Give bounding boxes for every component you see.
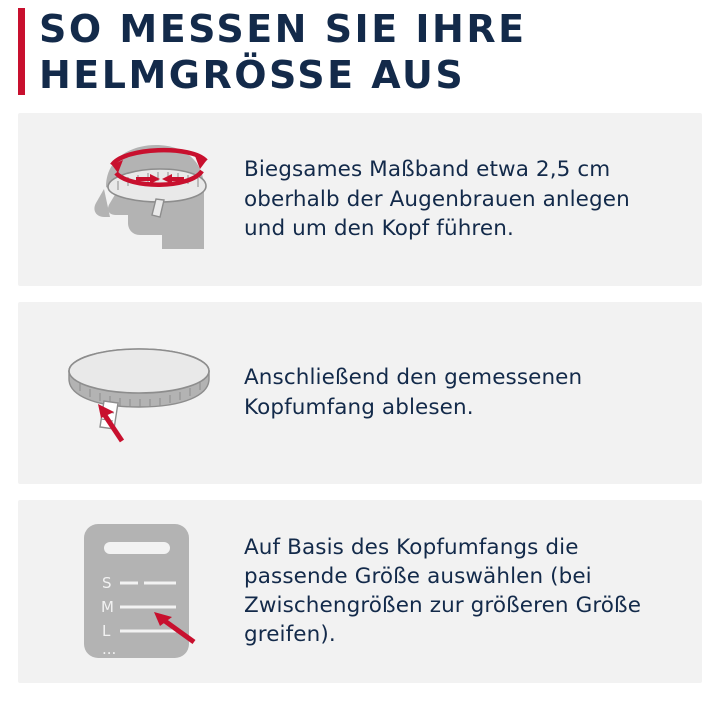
header-accent-bar (18, 8, 25, 95)
size-more-label: ... (102, 640, 117, 659)
measuring-tape-loop-icon (34, 323, 244, 463)
size-label-icon (34, 516, 244, 666)
step-text: Auf Basis des Kopfumfangs die passende Größe auswählen (bei Zwischengrößen zur größeren Größe greifen). (244, 534, 642, 648)
head-with-measuring-tape-icon (34, 129, 244, 269)
size-s-label: S (102, 574, 112, 593)
step-item (18, 302, 702, 484)
steps-list (8, 113, 712, 683)
page-header (8, 0, 712, 113)
page-title-line-1: SO MESSEN SIE IHRE (39, 7, 527, 51)
size-m-label: M (101, 598, 114, 617)
step-text: Biegsames Maßband etwa 2,5 cm oberhalb der Augenbrauen anlegen und um den Kopf führen. (244, 157, 630, 241)
step-item (18, 113, 702, 286)
step-text: Anschließend den gemessenen Kopfumfang ablesen. (244, 365, 583, 420)
page-title-line-2: HELMGRÖSSE AUS (39, 53, 466, 98)
size-l-label: L (102, 622, 111, 641)
page-title (39, 6, 527, 99)
step-item (18, 500, 702, 683)
